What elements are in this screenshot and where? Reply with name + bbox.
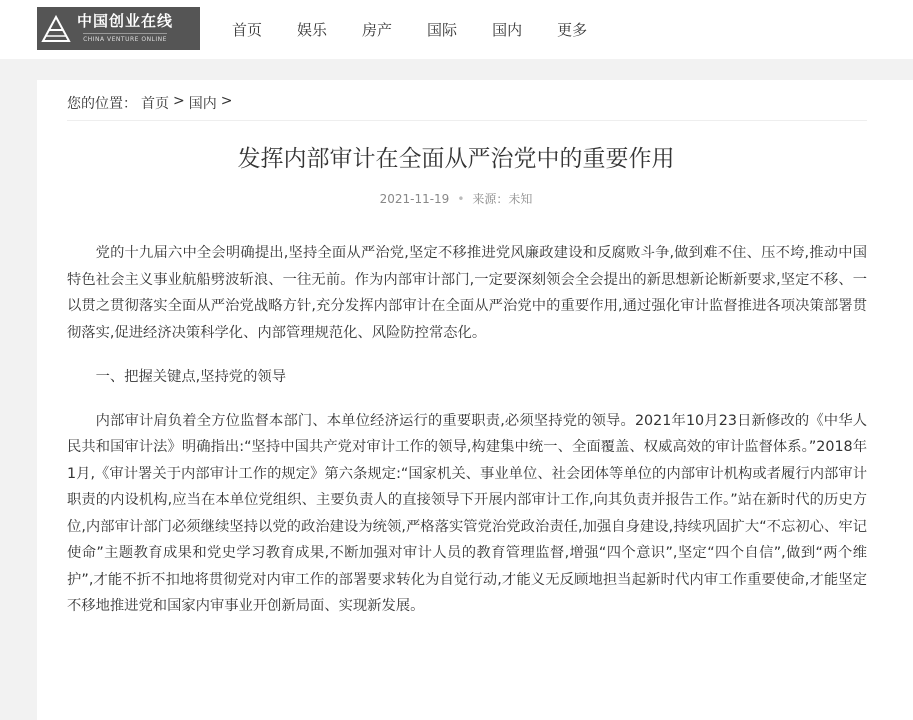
breadcrumb-home-link[interactable]: 首页 xyxy=(141,96,169,112)
article-date: 2021-11-19 xyxy=(379,192,450,206)
nav-item-entertainment[interactable]: 娱乐 xyxy=(297,21,328,39)
breadcrumb-divider xyxy=(67,120,867,121)
article-body xyxy=(67,240,867,637)
article-section-heading: 一、把握关键点,坚持党的领导 xyxy=(95,368,286,385)
logo-text xyxy=(77,13,173,44)
logo-mark-icon xyxy=(37,7,75,50)
logo-name-cn: 中国创业在线 xyxy=(77,12,174,30)
breadcrumb xyxy=(67,93,236,113)
article-paragraph: 党的十九届六中全会明确提出,坚持全面从严治党,坚定不移推进党风廉政建设和反腐败斗争,做到难不住、压不垮,推动中国特色社会主义事业航船劈波斩浪、一往无前。作为内部审计部门,一定要深刻领会全会提出的新思想新论断新要求,坚定不移、一以贯之贯彻落实全面从严治党战略方针,充分发挥内部审计在全面从严治党中的重要作用,通过强化审计监督推进各项决策部署贯彻落实,促进经济决策科学化、内部管理规范化、风险防控常态化。 xyxy=(67,245,867,341)
breadcrumb-separator: > xyxy=(220,93,233,109)
site-header xyxy=(0,0,913,59)
article-source: 来源：未知 xyxy=(472,192,533,206)
breadcrumb-prefix: 您的位置： xyxy=(67,96,137,112)
site-logo[interactable] xyxy=(37,7,200,50)
logo-name-en: CHINA VENTURE ONLINE xyxy=(83,33,167,44)
nav-item-home[interactable]: 首页 xyxy=(232,21,263,39)
article-container xyxy=(37,80,913,720)
nav-item-domestic[interactable]: 国内 xyxy=(492,21,523,39)
breadcrumb-section-link[interactable]: 国内 xyxy=(188,96,217,112)
breadcrumb-separator: > xyxy=(173,93,185,109)
nav-item-more[interactable]: 更多 xyxy=(557,21,588,39)
nav-item-realestate[interactable]: 房产 xyxy=(362,21,393,39)
nav-item-international[interactable]: 国际 xyxy=(427,21,458,39)
article-paragraph: 内部审计肩负着全方位监督本部门、本单位经济运行的重要职责,必须坚持党的领导。2021年10月23日新修改的《中华人民共和国审计法》明确指出:“坚持中国共产党对审计工作的领导,构建集中统一、全面覆盖、权威高效的审计监督体系。”2018年1月,《审计署关于内部审计工作的规定》第六条规定:“国家机关、事业单位、社会团体等单位的内部审计机构或者履行内部审计职责的内设机构,应当在本单位党组织、主要负责人的直接领导下开展内部审计工作,向其负责并报告工作。”站在新时代的历史方位,内部审计部门必须继续坚持以党的政治建设为统领,严格落实管党治党政治责任,加强自身建设,持续巩固扩大“不忘初心、牢记使命”主题教育成果和党史学习教育成果,不断加强对审计人员的教育管理监督,增强“四个意识”,坚定“四个自信”,做到“两个维护”,才能不折不扣地将贯彻党对内审工作的部署要求转化为自觉行动,才能义无反顾地担当起新时代内审工作重要使命,才能坚定不移地推进党和国家内审事业开创新局面、实现新发展。 xyxy=(67,412,867,614)
main-nav xyxy=(232,0,622,59)
meta-dot: • xyxy=(457,192,465,206)
article-title: 发挥内部审计在全面从严治党中的重要作用 xyxy=(237,146,675,172)
article-meta xyxy=(37,190,875,207)
